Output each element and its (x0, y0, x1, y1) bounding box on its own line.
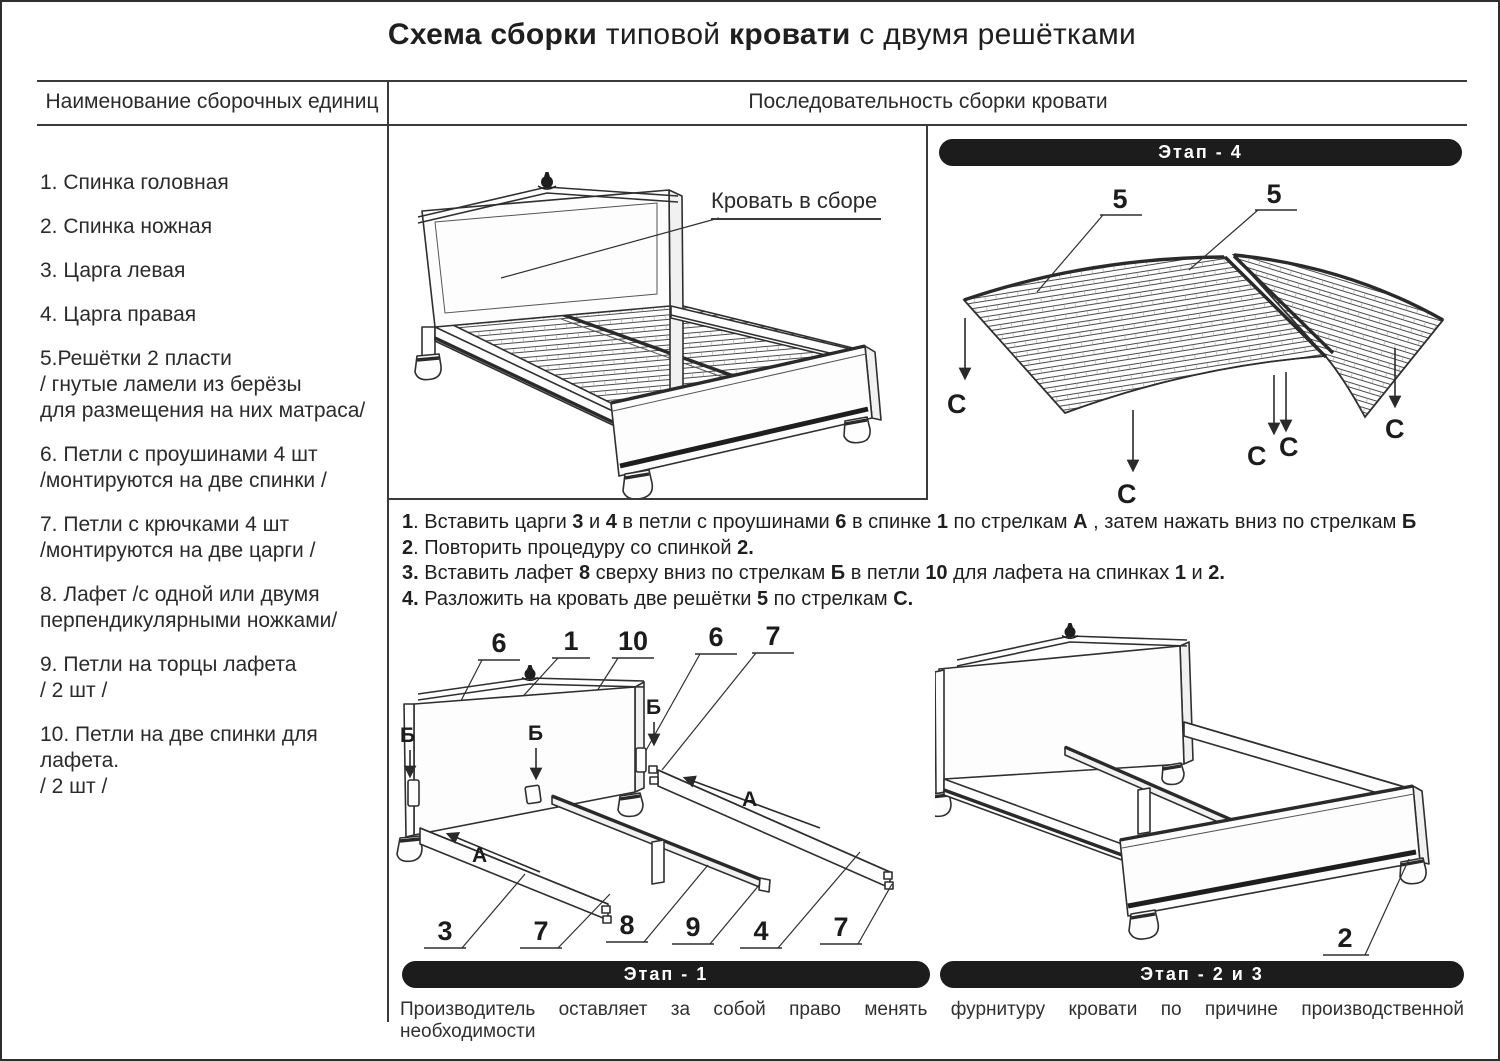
svg-text:7: 7 (765, 621, 781, 651)
part-item (40, 442, 386, 494)
part-item-line: 4. Царга правая (40, 303, 197, 326)
svg-text:6: 6 (708, 622, 724, 652)
headboard-panel (397, 665, 646, 861)
svg-text:5: 5 (1112, 184, 1128, 214)
part-item-line: / 2 шт / (40, 679, 108, 702)
part-item-line: /монтируются на две спинки / (40, 469, 327, 492)
stage-4-diagram (937, 170, 1467, 505)
part-item-line: 2. Спинка ножная (40, 215, 213, 238)
svg-text:10: 10 (617, 626, 649, 656)
part-item (40, 214, 386, 240)
assembly-instructions (402, 510, 1464, 612)
assembled-bed-caption: Кровать в сборе (711, 188, 881, 220)
part-item (40, 346, 386, 424)
part-item-line: 8. Лафет /с одной или двумя (40, 583, 320, 606)
part-item-line: 6. Петли с проушинами 4 шт (40, 443, 318, 466)
part-item-line: / 2 шт / (40, 775, 108, 798)
part-item (40, 722, 386, 800)
part-item-line: 3. Царга левая (40, 259, 186, 282)
part-item (40, 512, 386, 564)
part-item (40, 170, 386, 196)
stage-1-bar: Этап - 1 (402, 961, 930, 988)
instruction-line: 1. Вставить царги 3 и 4 в петли с проушинами 6 в спинке 1 по стрелкам А , затем нажать вниз по стрелкам Б (402, 511, 1417, 533)
instruction-line: 2. Повторить процедуру со спинкой 2. (402, 536, 754, 559)
stage-2-3-diagram (935, 614, 1467, 959)
page-title (62, 18, 1462, 52)
svg-text:С: С (1117, 479, 1137, 505)
svg-text:С: С (1385, 414, 1405, 444)
svg-text:3: 3 (437, 916, 453, 946)
svg-text:8: 8 (619, 910, 635, 940)
svg-text:5: 5 (1266, 179, 1282, 209)
divider-top (37, 80, 1467, 82)
parts-list (40, 170, 386, 818)
instruction-line: 4. Разложить на кровать две решётки 5 по стрелкам С. (402, 587, 914, 610)
svg-text:С: С (947, 389, 967, 419)
part-item-line: 5.Решётки 2 пласти (40, 347, 232, 370)
part-item-line: для размещения на них матраса/ (40, 399, 366, 422)
svg-text:6: 6 (491, 628, 507, 658)
svg-text:С: С (1279, 432, 1299, 462)
title-normal-1: типовой (597, 18, 729, 51)
title-normal-2: с двумя решётками (850, 18, 1137, 51)
near-rail (944, 779, 1122, 860)
manufacturer-note: Производитель оставляет за собой право менять фурнитуру кровати по причине производственной необходимости (400, 999, 1464, 1042)
assembled-bed-diagram (389, 126, 926, 498)
svg-text:7: 7 (833, 912, 849, 942)
part-item-line: /монтируются на две царги / (40, 539, 316, 562)
stage-1-diagram (390, 620, 930, 960)
right-rail (649, 766, 893, 889)
part-item (40, 652, 386, 704)
column-header-parts: Наименование сборочных единиц (45, 90, 379, 113)
stage-2-3-bar: Этап - 2 и 3 (940, 961, 1464, 988)
svg-text:7: 7 (533, 916, 549, 946)
assembled-bed-box (387, 124, 928, 500)
svg-text:С: С (1247, 441, 1267, 471)
svg-text:Б: Б (528, 722, 544, 745)
svg-text:9: 9 (685, 912, 701, 942)
part-item-line: / гнутые ламели из берёзы (40, 373, 302, 396)
part-item (40, 258, 386, 284)
instruction-line: 3. Вставить лафет 8 сверху вниз по стрелкам Б в петли 10 для лафета на спинках 1 и 2. (402, 562, 1225, 584)
svg-text:2: 2 (1337, 923, 1353, 953)
left-rail (420, 828, 611, 923)
finial-ornament-icon (538, 172, 556, 189)
svg-text:А: А (742, 788, 758, 811)
svg-text:Б: Б (646, 696, 662, 719)
part-item-line: перпендикулярными ножками/ (40, 609, 338, 632)
part-item-line: 1. Спинка головная (40, 171, 229, 194)
column-header-sequence: Последовательность сборки кровати (748, 90, 1108, 113)
title-bold-1: Схема сборки (387, 18, 598, 51)
svg-text:А: А (472, 844, 488, 867)
part-item-line: 9. Петли на торцы лафета (40, 653, 297, 676)
part-item-line: 10. Петли на две спинки для лафета. (40, 723, 318, 772)
svg-text:4: 4 (753, 916, 769, 946)
stage-4-bar: Этап - 4 (939, 139, 1462, 166)
svg-text:1: 1 (563, 626, 579, 656)
title-bold-2: кровати (729, 18, 851, 51)
part-item (40, 302, 386, 328)
part-item (40, 582, 386, 634)
part-item-line: 7. Петли с крючками 4 шт (40, 513, 290, 536)
svg-text:Б: Б (400, 724, 416, 747)
